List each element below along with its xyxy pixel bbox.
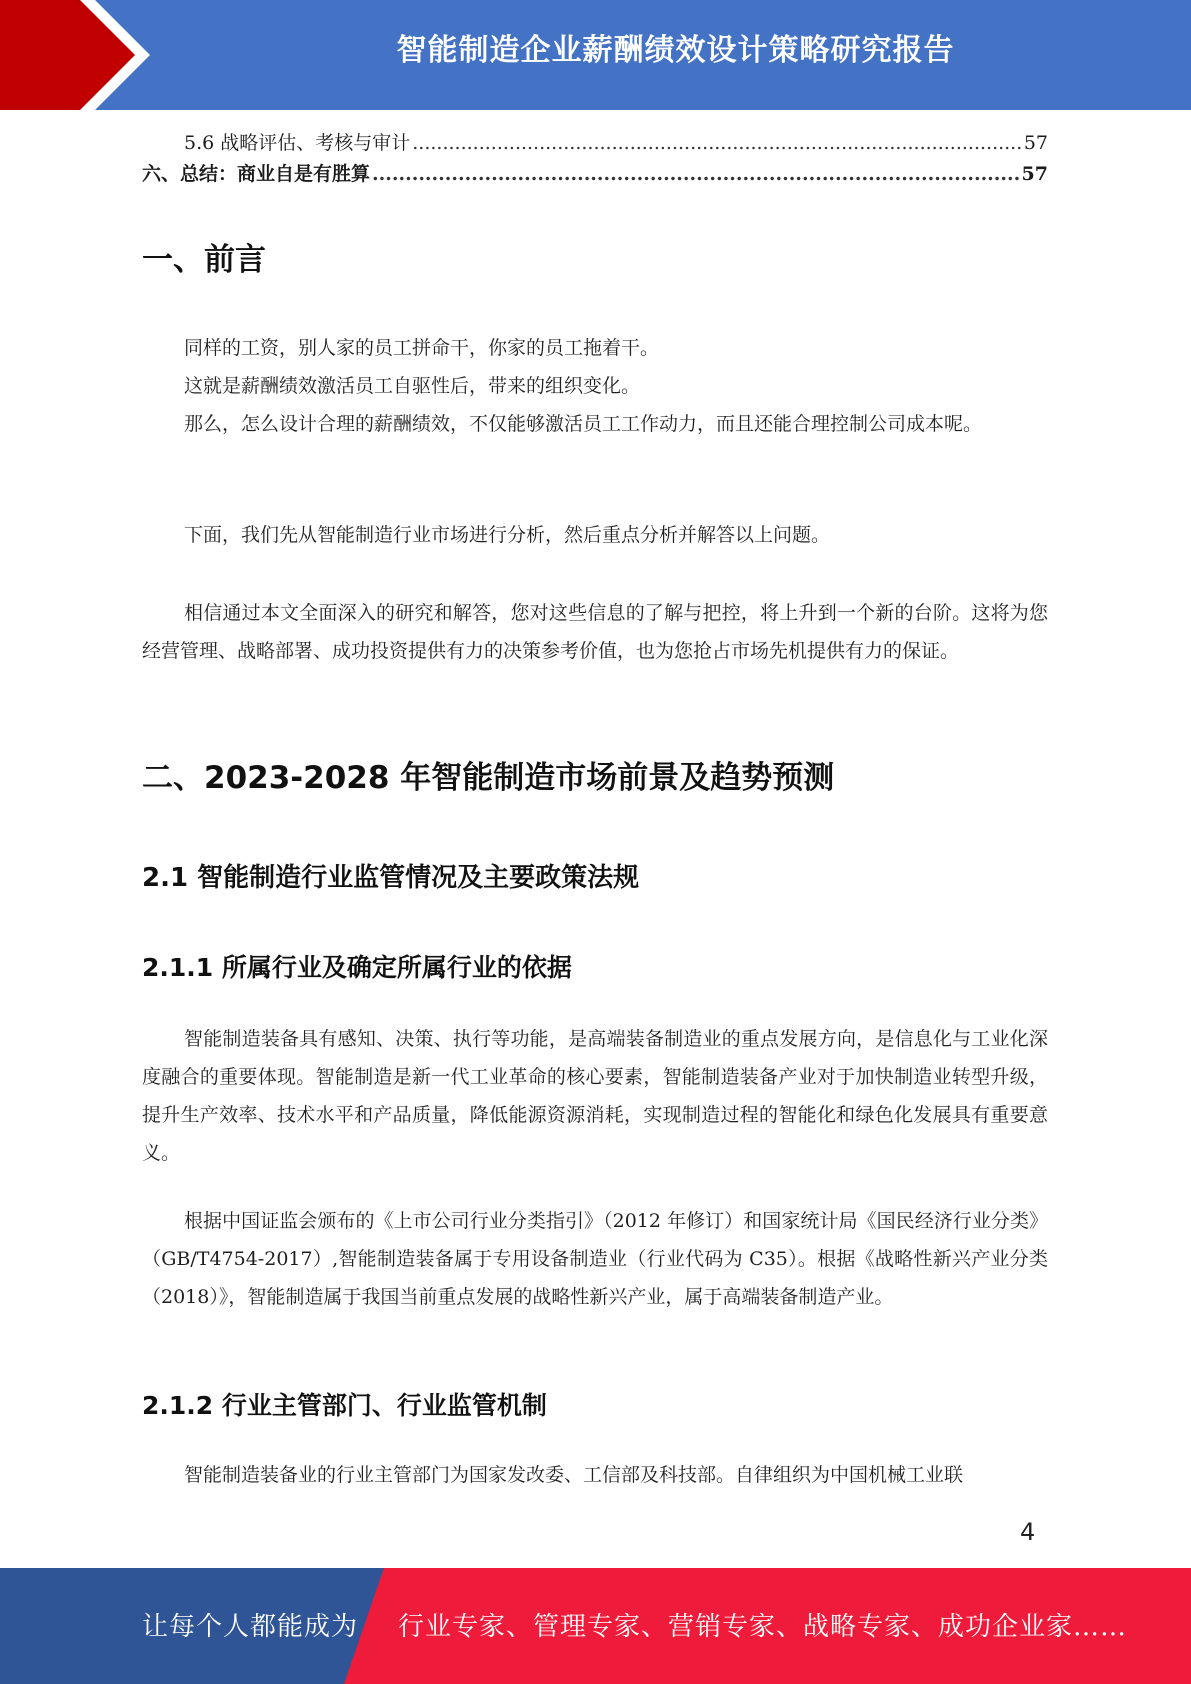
footer-slogan-left: 让每个人都能成为: [142, 1612, 359, 1642]
paragraph: 相信通过本文全面深入的研究和解答，您对这些信息的了解与把控，将上升到一个新的台阶。这将为您经营管理、战略部署、成功投资提供有力的决策参考价值，也为您抢占市场先机提供有力的保证。: [142, 602, 1048, 662]
subsection-heading: 2.1 智能制造行业监管情况及主要政策法规: [142, 863, 640, 893]
toc-item-label: 5.6 战略评估、考核与审计: [184, 132, 411, 154]
toc-item-page: 57: [1021, 163, 1048, 185]
section-heading-market: 二、2023-2028 年智能制造市场前景及趋势预测: [142, 760, 835, 796]
page-number: 4: [1020, 1518, 1036, 1546]
toc-item[interactable]: [142, 158, 1048, 190]
toc-leader-dots: [372, 158, 1020, 190]
toc-item[interactable]: [142, 127, 1048, 159]
subsubsection-heading: 2.1.1 所属行业及确定所属行业的依据: [142, 953, 572, 982]
toc-leader-dots: [412, 127, 1022, 159]
subsubsection-heading: 2.1.2 行业主管部门、行业监管机制: [142, 1391, 547, 1420]
header-chevron-decoration: [0, 0, 160, 110]
paragraph: 智能制造装备具有感知、决策、执行等功能，是高端装备制造业的重点发展方向，是信息化与工业化深度融合的重要体现。智能制造是新一代工业革命的核心要素，智能制造装备产业对于加快制造业转型升级，提升生产效率、技术水平和产品质量，降低能源资源消耗，实现制造过程的智能化和绿色化发展具有重要意义。: [142, 1028, 1048, 1164]
page-footer: [0, 1568, 1191, 1684]
paragraph: 下面，我们先从智能制造行业市场进行分析，然后重点分析并解答以上问题。: [184, 524, 831, 546]
paragraph: 那么，怎么设计合理的薪酬绩效，不仅能够激活员工工作动力，而且还能合理控制公司成本呢。: [184, 413, 983, 435]
paragraph: 这就是薪酬绩效激活员工自驱性后，带来的组织变化。: [184, 375, 641, 397]
paragraph: 同样的工资，别人家的员工拼命干，你家的员工拖着干。: [184, 337, 660, 359]
paragraph: 智能制造装备业的行业主管部门为国家发改委、工信部及科技部。自律组织为中国机械工业联: [184, 1464, 964, 1486]
toc-item-label: 六、总结：商业自是有胜算: [142, 163, 371, 185]
footer-slogan-right: 行业专家、管理专家、营销专家、战略专家、成功企业家……: [398, 1612, 1128, 1642]
paragraph: 根据中国证监会颁布的《上市公司行业分类指引》（2012 年修订）和国家统计局《国民经济行业分类》（GB/T4754-2017）,智能制造装备属于专用设备制造业（行业代码为 C35）。根据《战略性新兴产业分类（2018）》，智能制造属于我国当前重点发展的战略性新兴产业，属于高端装备制造产业。: [142, 1210, 1048, 1308]
section-heading-preface: 一、前言: [142, 242, 266, 278]
toc-item-page: 57: [1023, 132, 1048, 154]
page-header: [0, 0, 1191, 110]
document-title: 智能制造企业薪酬绩效设计策略研究报告: [396, 33, 955, 68]
